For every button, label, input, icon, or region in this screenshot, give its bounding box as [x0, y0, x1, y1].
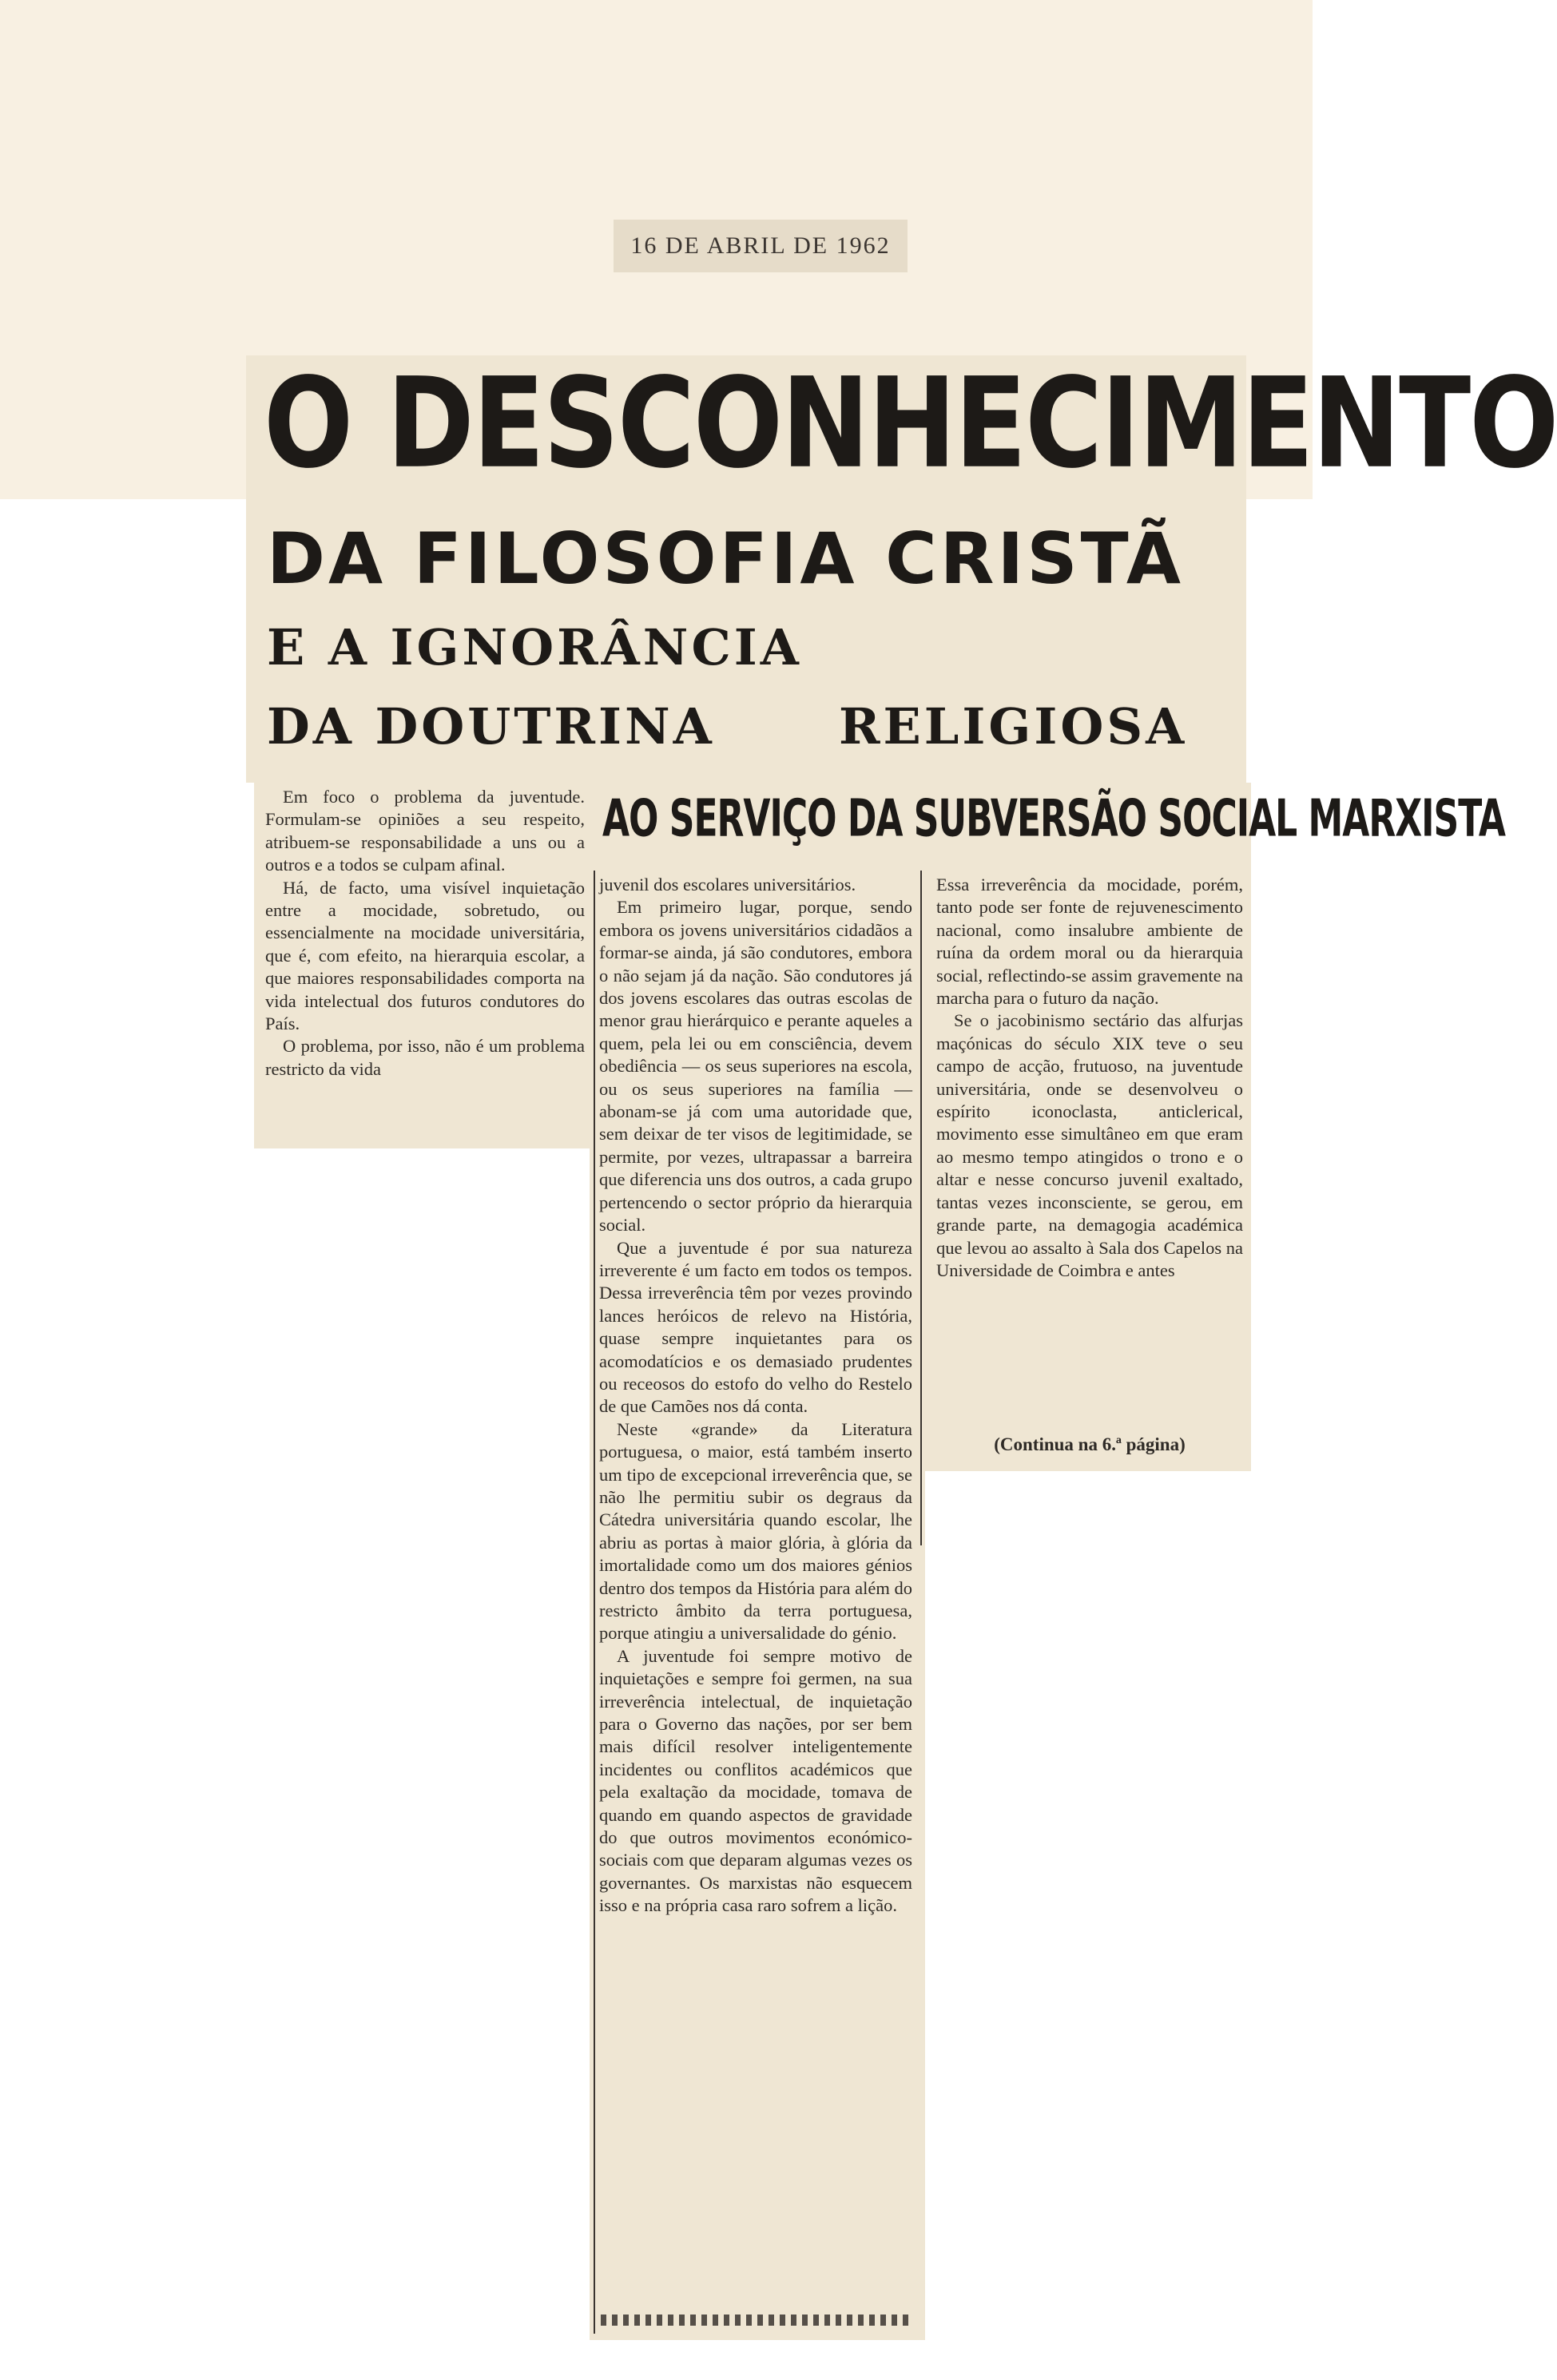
center-paragraph: Em primeiro lugar, porque, sendo embora os jovens universitários cidadãos a formar-se ainda, já são condutores, embora o não sejam já da nação. São condutores já dos jovens escolares das outras escolas de menor grau hierárquico e perante aqueles a quem, pela lei ou em consciência, devem obediência — os seus superiores na escola, ou os seus superiores na família — abonam-se já com uma autoridade que, sem deixar de ter visos de legitimidade, se permite, por vezes, ultrapassar a barreira que diferencia uns dos outros, a cada grupo pertencendo o sector próprio da hierarquia social. [599, 897, 912, 1236]
headline-line-4-left: DA DOUTRINA [267, 697, 715, 756]
date-clipping: 16 DE ABRIL DE 1962 [614, 220, 908, 272]
column-divider [594, 871, 595, 2334]
center-paragraph: A juventude foi sempre motivo de inquietações e sempre foi germen, na sua irreverência intelectual, de inquietação para o Governo das nações, por ser bem mais difícil resolver inteligentemente incidentes ou conflitos académicos que pela exaltação da mocidade, tomava de quando em quando aspectos de gravidade do que outros movimentos económico-sociais com que deparam algumas vezes os governantes. Os marxistas não esquecem isso e na própria casa raro sofrem a lição. [599, 1645, 912, 1916]
continuation-note: (Continua na 6.ª página) [994, 1434, 1186, 1454]
checkered-rule [601, 2315, 914, 2326]
intro-paragraph: Em foco o problema da juventude. Formulam-se opiniões a seu respeito, atribuem-se responsabilidade a uns ou a outros e a todos se culpam afinal. [265, 787, 585, 875]
headline-line-2: DA FILOSOFIA CRISTÃ [267, 518, 1184, 600]
center-paragraph: Neste «grande» da Literatura portuguesa, o maior, está também inserto um tipo de excepcional irreverência que, se não lhe permitiu subir os degraus da Cátedra universitária quando escolar, lhe abriu as portas à maior glória, à glória da imortalidade como um dos maiores génios dentro dos tempos da História para além do restricto âmbito da terra portuguesa, porque atingiu a universalidade do génio. [599, 1418, 912, 1644]
right-paragraph: Essa irreverência da mocidade, porém, tanto pode ser fonte de rejuvenescimento nacional, como insalubre ambiente de ruína da ordem moral ou da hierarquia social, reflectindo-se assim gravemente na marcha para o futuro da nação. [936, 875, 1243, 1009]
center-paragraph: Que a juventude é por sua natureza irreverente é um facto em todos os tempos. Dessa irreverência têm por vezes provindo lances heróicos de relevo na História, quase sempre inquietantes para os acomodatícios e os demasiado prudentes ou receosos do estofo do velho do Restelo de que Camões nos dá conta. [599, 1237, 912, 1417]
right-paragraph: Se o jacobinismo sectário das alfurjas maçónicas do século XIX teve o seu campo de acção, frutuoso, na juventude universitária, onde se desenvolveu o espírito iconoclasta, anticlerical, movimento esse simultâneo em que eram ao mesmo tempo atingidos o trono e o altar e nesse concurso juvenil exaltado, tantas vezes inconsciente, se gerou, em grande parte, na demagogia académica que levou ao assalto à Sala dos Capelos na Universidade de Coimbra e antes [936, 1010, 1243, 1280]
intro-paragraph: O problema, por isso, não é um problema restricto da vida [265, 1036, 585, 1079]
headline-line-1: O DESCONHECIMENTO [264, 351, 1557, 497]
right-column [936, 874, 1243, 1282]
intro-paragraph: Há, de facto, uma visível inquietação entre a mocidade, sobretudo, ou essencialmente na mocidade universitária, que é, com efeito, na hierarquia escolar, a que maiores responsabilidades comporta na vida intelectual dos futuros condutores do País. [265, 877, 585, 1034]
headline-line-3: E A IGNORÂNCIA [267, 618, 802, 676]
column-divider [920, 871, 922, 1545]
headline-line-4-right: RELIGIOSA [839, 697, 1188, 756]
center-column [599, 874, 912, 1918]
intro-column [265, 786, 585, 1081]
subheadline: AO SERVIÇO DA SUBVERSÃO SOCIAL MARXISTA [602, 789, 1505, 849]
center-paragraph: juvenil dos escolares universitários. [599, 875, 856, 894]
